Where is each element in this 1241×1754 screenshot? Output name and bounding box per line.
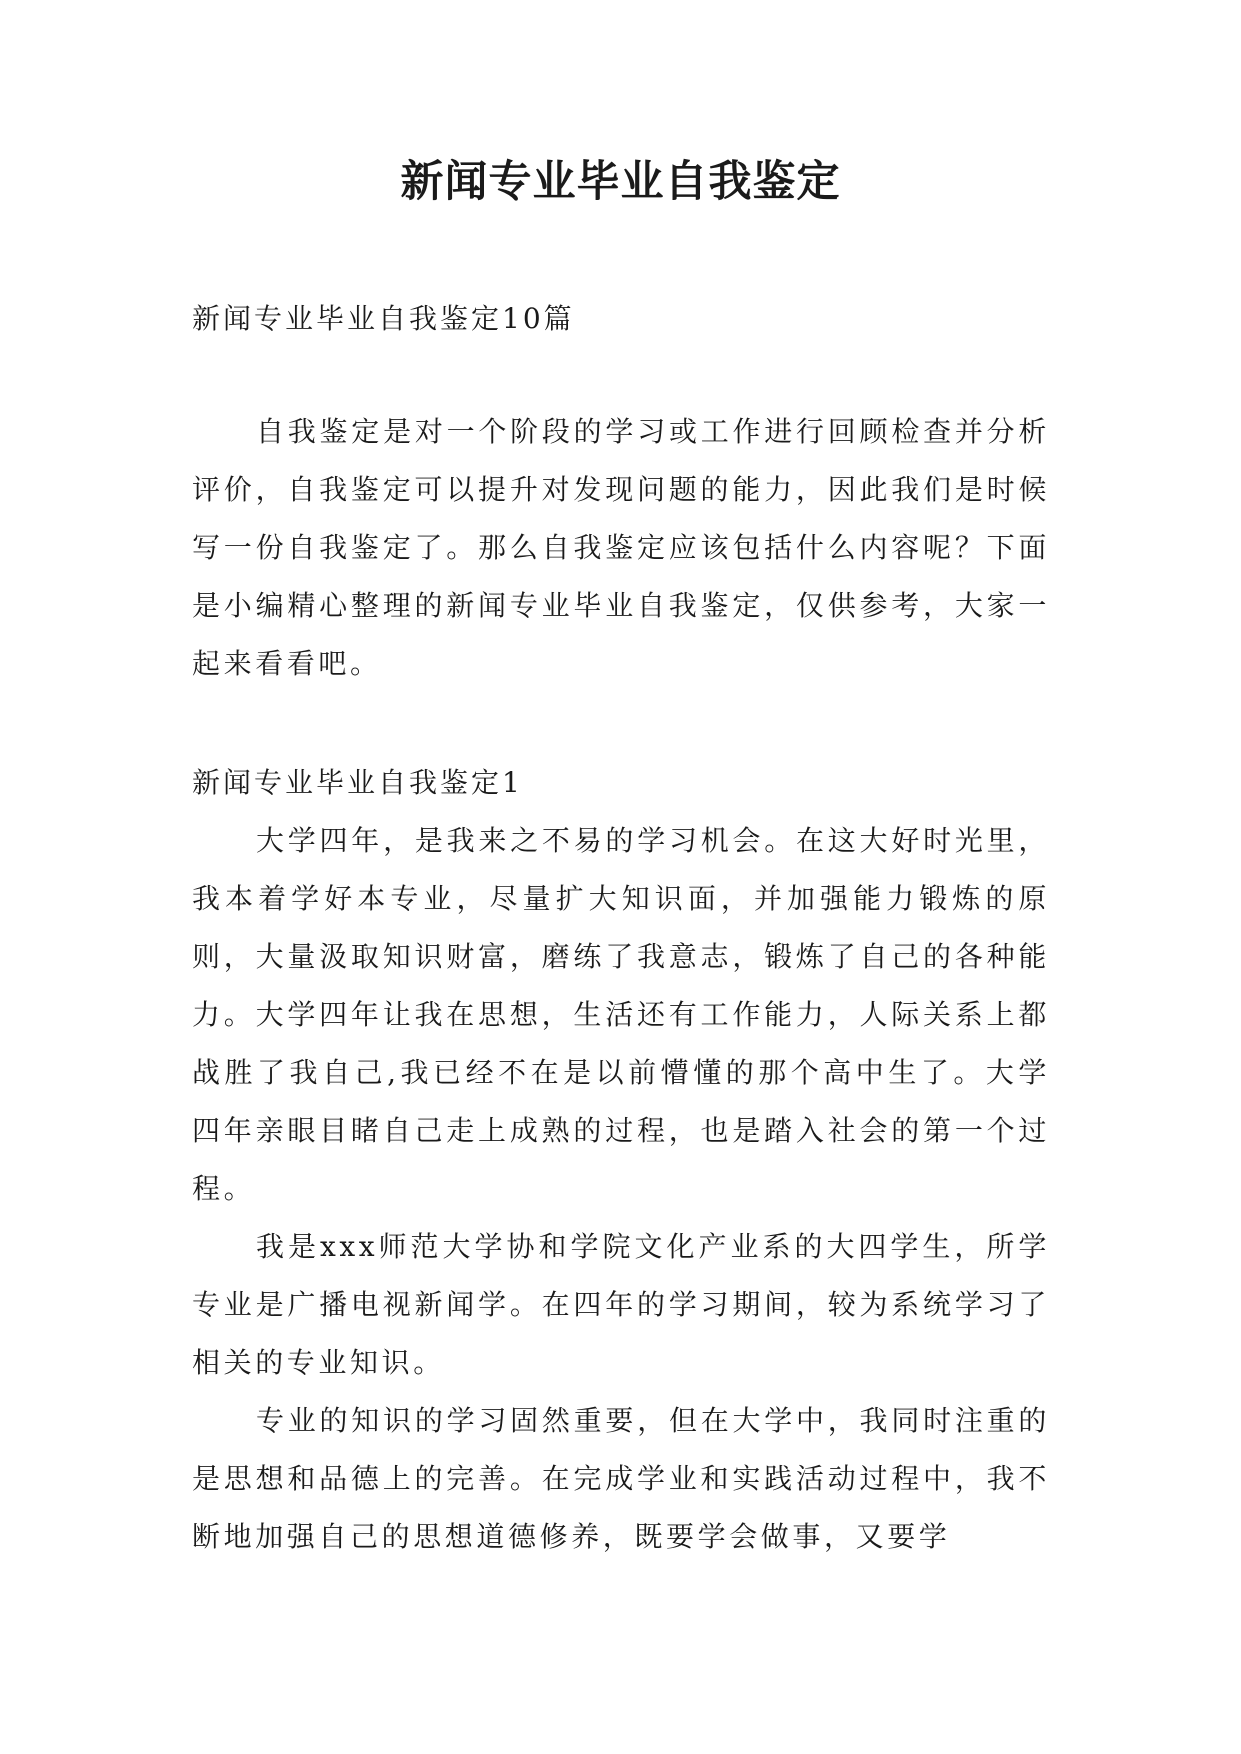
section-heading: 新闻专业毕业自我鉴定1 — [192, 766, 523, 799]
body-paragraph: 我是xxx师范大学协和学院文化产业系的大四学生，所学专业是广播电视新闻学。在四年的学习期间，较为系统学习了相关的专业知识。 — [192, 1230, 1050, 1379]
document-title: 新闻专业毕业自我鉴定 — [400, 157, 841, 207]
intro-paragraph: 自我鉴定是对一个阶段的学习或工作进行回顾检查并分析评价，自我鉴定可以提升对发现问题的能力，因此我们是时候写一份自我鉴定了。那么自我鉴定应该包括什么内容呢？下面是小编精心整理的新闻专业毕业自我鉴定，仅供参考，大家一起来看看吧。 — [192, 415, 1050, 680]
body-paragraph: 大学四年，是我来之不易的学习机会。在这大好时光里，我本着学好本专业，尽量扩大知识面，并加强能力锻炼的原则，大量汲取知识财富，磨练了我意志，锻炼了自己的各种能力。大学四年让我在思想，生活还有工作能力，人际关系上都战胜了我自己,我已经不在是以前懵懂的那个高中生了。大学四年亲眼目睹自己走上成熟的过程，也是踏入社会的第一个过程。 — [192, 824, 1050, 1205]
section-body — [192, 812, 1050, 1566]
body-paragraph: 专业的知识的学习固然重要，但在大学中，我同时注重的是思想和品德上的完善。在完成学业和实践活动过程中，我不断地加强自己的思想道德修养，既要学会做事，又要学 — [192, 1404, 1050, 1553]
document-subtitle: 新闻专业毕业自我鉴定10篇 — [192, 302, 575, 335]
intro-block — [192, 403, 1050, 693]
